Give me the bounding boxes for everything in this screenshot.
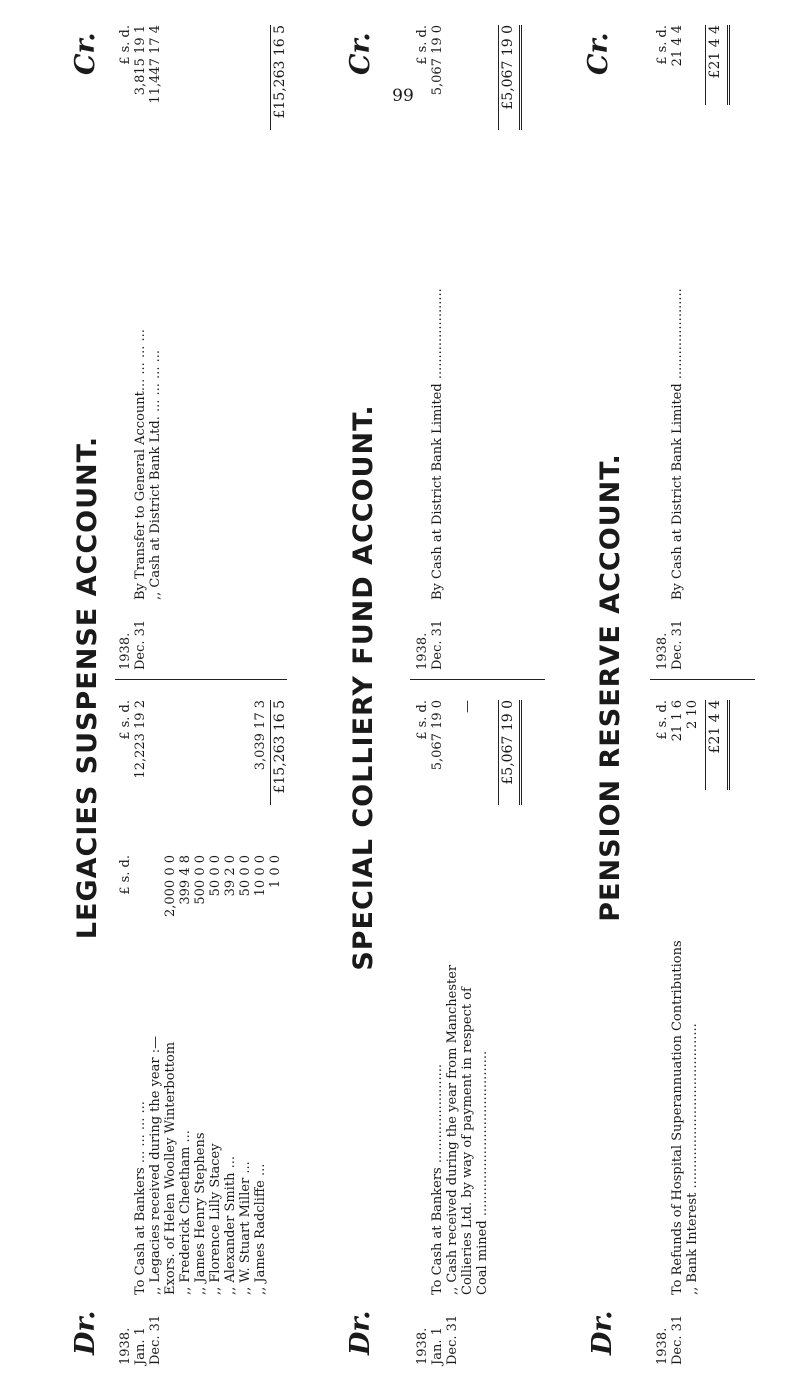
- date-column: [655, 1305, 685, 1365]
- section-title: LEGACIES SUSPENSE ACCOUNT.: [72, 435, 103, 940]
- amount: 5,067 19 0: [430, 25, 445, 96]
- year: 1938.: [118, 1327, 133, 1365]
- total-rule: [705, 700, 706, 790]
- amount: 50 0 0: [208, 855, 223, 897]
- legacies-suspense-account: [0, 0, 290, 1375]
- inner-amounts: [118, 855, 283, 965]
- cr-label: Cr.: [345, 32, 376, 75]
- debit-side: [655, 685, 755, 1365]
- date-dec: Dec. 31: [430, 619, 445, 670]
- entries: [430, 875, 490, 1295]
- section-title: SPECIAL COLLIERY FUND ACCOUNT.: [348, 404, 379, 971]
- debit-total: £5,067 19 0: [500, 700, 516, 785]
- total-rule: [270, 700, 271, 805]
- amount: 39 2 0: [223, 855, 238, 897]
- special-colliery-fund-account: [300, 0, 550, 1375]
- dr-label: Dr.: [345, 1310, 376, 1355]
- credit-side: [118, 10, 288, 670]
- entry: ,, Alexander Smith ...: [223, 1156, 238, 1295]
- year: 1938.: [655, 1327, 670, 1365]
- double-rule: [519, 700, 524, 805]
- amount: 1 0 0: [268, 855, 283, 889]
- credit-total: £15,263 16 5: [272, 25, 288, 119]
- entries: [133, 180, 163, 600]
- inner-header: £ s. d.: [118, 855, 133, 895]
- amounts: [415, 700, 475, 835]
- cr-label: Cr.: [70, 32, 101, 75]
- year: 1938.: [415, 1327, 430, 1365]
- entry: ,, Cash received during the year from Manchester: [445, 964, 460, 1295]
- amount: 12,223 19 2: [133, 700, 148, 779]
- ledger-divider: [650, 679, 755, 680]
- amount: 399 4 8: [178, 855, 193, 905]
- entry: ,, Cash at District Bank Ltd. ... ... ... ...: [148, 350, 163, 600]
- amount: 500 0 0: [193, 855, 208, 905]
- credit-total: £5,067 19 0: [500, 25, 516, 110]
- amount: 3,039 17 3: [253, 700, 268, 771]
- entries: [670, 865, 700, 1295]
- section-title: PENSION RESERVE ACCOUNT.: [595, 453, 626, 922]
- outer-header: £ s. d.: [118, 700, 133, 740]
- entry: To Cash at Bankers ... ... ... ...: [133, 1101, 148, 1295]
- entry: By Transfer to General Account... ... ... ...: [133, 329, 148, 600]
- entry: By Cash at District Bank Limited ......................: [430, 288, 445, 600]
- ledger-divider: [115, 679, 287, 680]
- debit-side: [415, 685, 545, 1365]
- total-rule: [498, 700, 499, 805]
- double-rule: [519, 25, 524, 130]
- date-column: [118, 1305, 163, 1365]
- debit-total: £21 4 4: [707, 700, 723, 754]
- date-column: [655, 610, 685, 670]
- date-dec: Dec. 31: [133, 619, 148, 670]
- debit-side: [118, 685, 288, 1365]
- year: 1938.: [118, 632, 133, 670]
- amounts-header: £ s. d.: [118, 25, 133, 65]
- date-column: [118, 610, 148, 670]
- debit-total: £15,263 16 5: [272, 700, 288, 794]
- total-rule: [498, 25, 499, 130]
- amounts: [655, 700, 700, 805]
- amount: 50 0 0: [238, 855, 253, 897]
- year: 1938.: [655, 632, 670, 670]
- amount: —: [460, 700, 475, 713]
- amounts: [118, 25, 163, 155]
- year: 1938.: [415, 632, 430, 670]
- date-jan: Jan. 1: [133, 1327, 148, 1365]
- entry: ,, James Henry Stephens: [193, 1132, 208, 1295]
- date-dec: Dec. 31: [445, 1314, 460, 1365]
- amounts: [415, 25, 445, 155]
- date-dec: Dec. 31: [670, 1314, 685, 1365]
- date-dec: Dec. 31: [670, 619, 685, 670]
- entries: [670, 140, 685, 600]
- amount: 2 10: [685, 700, 700, 729]
- entries: [430, 170, 445, 600]
- entry: To Cash at Bankers ........................: [430, 1063, 445, 1295]
- ledger-divider: [410, 679, 545, 680]
- outer-amounts: [118, 700, 268, 825]
- total-rule: [270, 25, 271, 130]
- dr-label: Dr.: [70, 1310, 101, 1355]
- entry: Collieries Ltd. by way of payment in respect of: [460, 987, 475, 1295]
- date-column: [415, 610, 445, 670]
- amounts-header: £ s. d.: [655, 25, 670, 65]
- cr-label: Cr.: [583, 32, 614, 75]
- entry: By Cash at District Bank Limited ......................: [670, 288, 685, 600]
- amount: 21 4 4: [670, 25, 685, 67]
- entry: Coal mined ........................................: [475, 1050, 490, 1295]
- entry: ,, Bank Interest ........................................: [685, 1023, 700, 1295]
- date-jan: Jan. 1: [430, 1327, 445, 1365]
- amounts-header: £ s. d.: [415, 700, 430, 740]
- amounts-header: £ s. d.: [655, 700, 670, 740]
- amounts: [655, 25, 685, 115]
- date-column: [415, 1305, 460, 1365]
- entry: ,, Legacies received during the year :—: [148, 1035, 163, 1295]
- page-number: 99: [392, 86, 414, 106]
- amount: 3,815 19 1: [133, 25, 148, 96]
- amount: 10 0 0: [253, 855, 268, 897]
- entry: ,, W. Stuart Miller ...: [238, 1161, 253, 1295]
- double-rule: [727, 700, 732, 790]
- entry: ,, James Radcliffe ...: [253, 1163, 268, 1295]
- entry: To Refunds of Hospital Superannuation Contributions: [670, 940, 685, 1295]
- credit-side: [415, 10, 545, 670]
- entries: [133, 975, 268, 1295]
- amount: 5,067 19 0: [430, 700, 445, 771]
- credit-total: £21 4 4: [707, 25, 723, 79]
- entry: ,, Florence Lilly Stacey: [208, 1143, 223, 1295]
- amounts-header: £ s. d.: [415, 25, 430, 65]
- amount: 11,447 17 4: [148, 25, 163, 104]
- date-dec: Dec. 31: [148, 1314, 163, 1365]
- amount: 2,000 0 0: [163, 855, 178, 918]
- pension-reserve-account: [555, 0, 795, 1375]
- amount: 21 1 6: [670, 700, 685, 742]
- double-rule: [727, 25, 732, 105]
- dr-label: Dr.: [587, 1310, 618, 1355]
- credit-side: [655, 10, 755, 670]
- entry: Exors. of Helen Woolley Winterbottom: [163, 1041, 178, 1295]
- total-rule: [705, 25, 706, 105]
- entry: ,, Frederick Cheetham ...: [178, 1130, 193, 1295]
